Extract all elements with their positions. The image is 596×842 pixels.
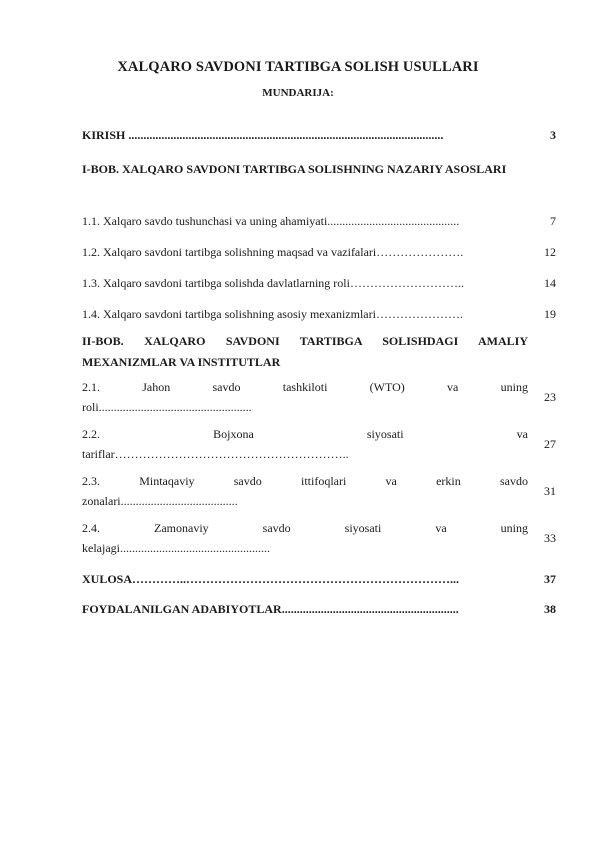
toc-entry-2-3[interactable]	[82, 471, 556, 511]
toc-entry-label: 1.4. Xalqaro savdoni tartibga solishning asosiy mexanizmlari………………….	[82, 307, 463, 321]
toc-page-number: 27	[544, 436, 556, 451]
toc-entry-label: 1.1. Xalqaro savdo tushunchasi va uning ahamiyati............................................	[82, 214, 460, 228]
toc-entry-label: FOYDALANILGAN ADABIYOTLAR...........................................................	[82, 602, 459, 616]
toc-page-number: 14	[544, 276, 556, 290]
toc-entry-label: XULOSA…………..…………………………………………………………...	[82, 572, 460, 586]
toc-page-number: 3	[550, 128, 556, 142]
toc-entry-label: 1.2. Xalqaro savdoni tartibga solishning maqsad va vazifalari………………….	[82, 245, 464, 259]
toc-page-number: 37	[544, 572, 556, 586]
toc-page-number: 33	[544, 530, 556, 545]
toc-entry-label-line2: roli...................................................	[82, 400, 252, 414]
toc-entry-label-line2: zonalari.......................................	[82, 494, 238, 508]
toc-entry-2-1[interactable]	[82, 377, 556, 417]
toc-page-number: 7	[550, 214, 556, 228]
toc-page-number: 12	[544, 245, 556, 259]
toc-entry-kirish[interactable]	[82, 128, 556, 143]
contents-heading: MUNDARIJA:	[262, 87, 334, 99]
toc-entry-1-1[interactable]	[82, 214, 556, 229]
toc-page-number: 19	[544, 307, 556, 321]
toc-entry-xulosa[interactable]	[82, 572, 556, 587]
toc-page-number: 23	[544, 389, 556, 404]
toc-entry-label-line2: tariflar…………………………………………………..	[82, 447, 349, 461]
toc-entry-adabiyotlar[interactable]	[82, 602, 556, 617]
toc-entry-label-line2: kelajagi..................................................	[82, 541, 270, 555]
toc-entry-1-4[interactable]	[82, 307, 556, 322]
toc-entry-label-line1: 2.1. Jahon savdo tashkiloti (WTO) va uning	[82, 380, 528, 394]
toc-page-number: 31	[544, 483, 556, 498]
toc-page-number: 38	[544, 602, 556, 616]
toc-entry-1-3[interactable]	[82, 276, 556, 291]
toc-entry-2-4[interactable]	[82, 518, 556, 558]
toc-entry-label-line1: 2.3. Mintaqaviy savdo ittifoqlari va erkin savdo	[82, 474, 528, 488]
toc-entry-label-line1: 2.2. Bojxona siyosati va	[82, 427, 528, 441]
chapter-heading-1[interactable]: I-BOB. XALQARO SAVDONI TARTIBGA SOLISHNING NAZARIY ASOSLARI	[82, 162, 507, 176]
toc-entry-2-2[interactable]	[82, 424, 556, 464]
toc-entry-label: KIRISH .........................................................................................................	[82, 128, 444, 142]
chapter-heading-2[interactable]: II-BOB. XALQARO SAVDONI TARTIBGA SOLISHDAGI AMALIY MEXANIZMLAR VA INSTITUTLAR	[82, 334, 528, 369]
toc-entry-1-2[interactable]	[82, 245, 556, 260]
toc-entry-label: 1.3. Xalqaro savdoni tartibga solishda davlatlarning roli………………………..	[82, 276, 464, 290]
toc-entry-label-line1: 2.4. Zamonaviy savdo siyosati va uning	[82, 521, 528, 535]
document-title: XALQARO SAVDONI TARTIBGA SOLISH USULLARI	[117, 59, 479, 75]
